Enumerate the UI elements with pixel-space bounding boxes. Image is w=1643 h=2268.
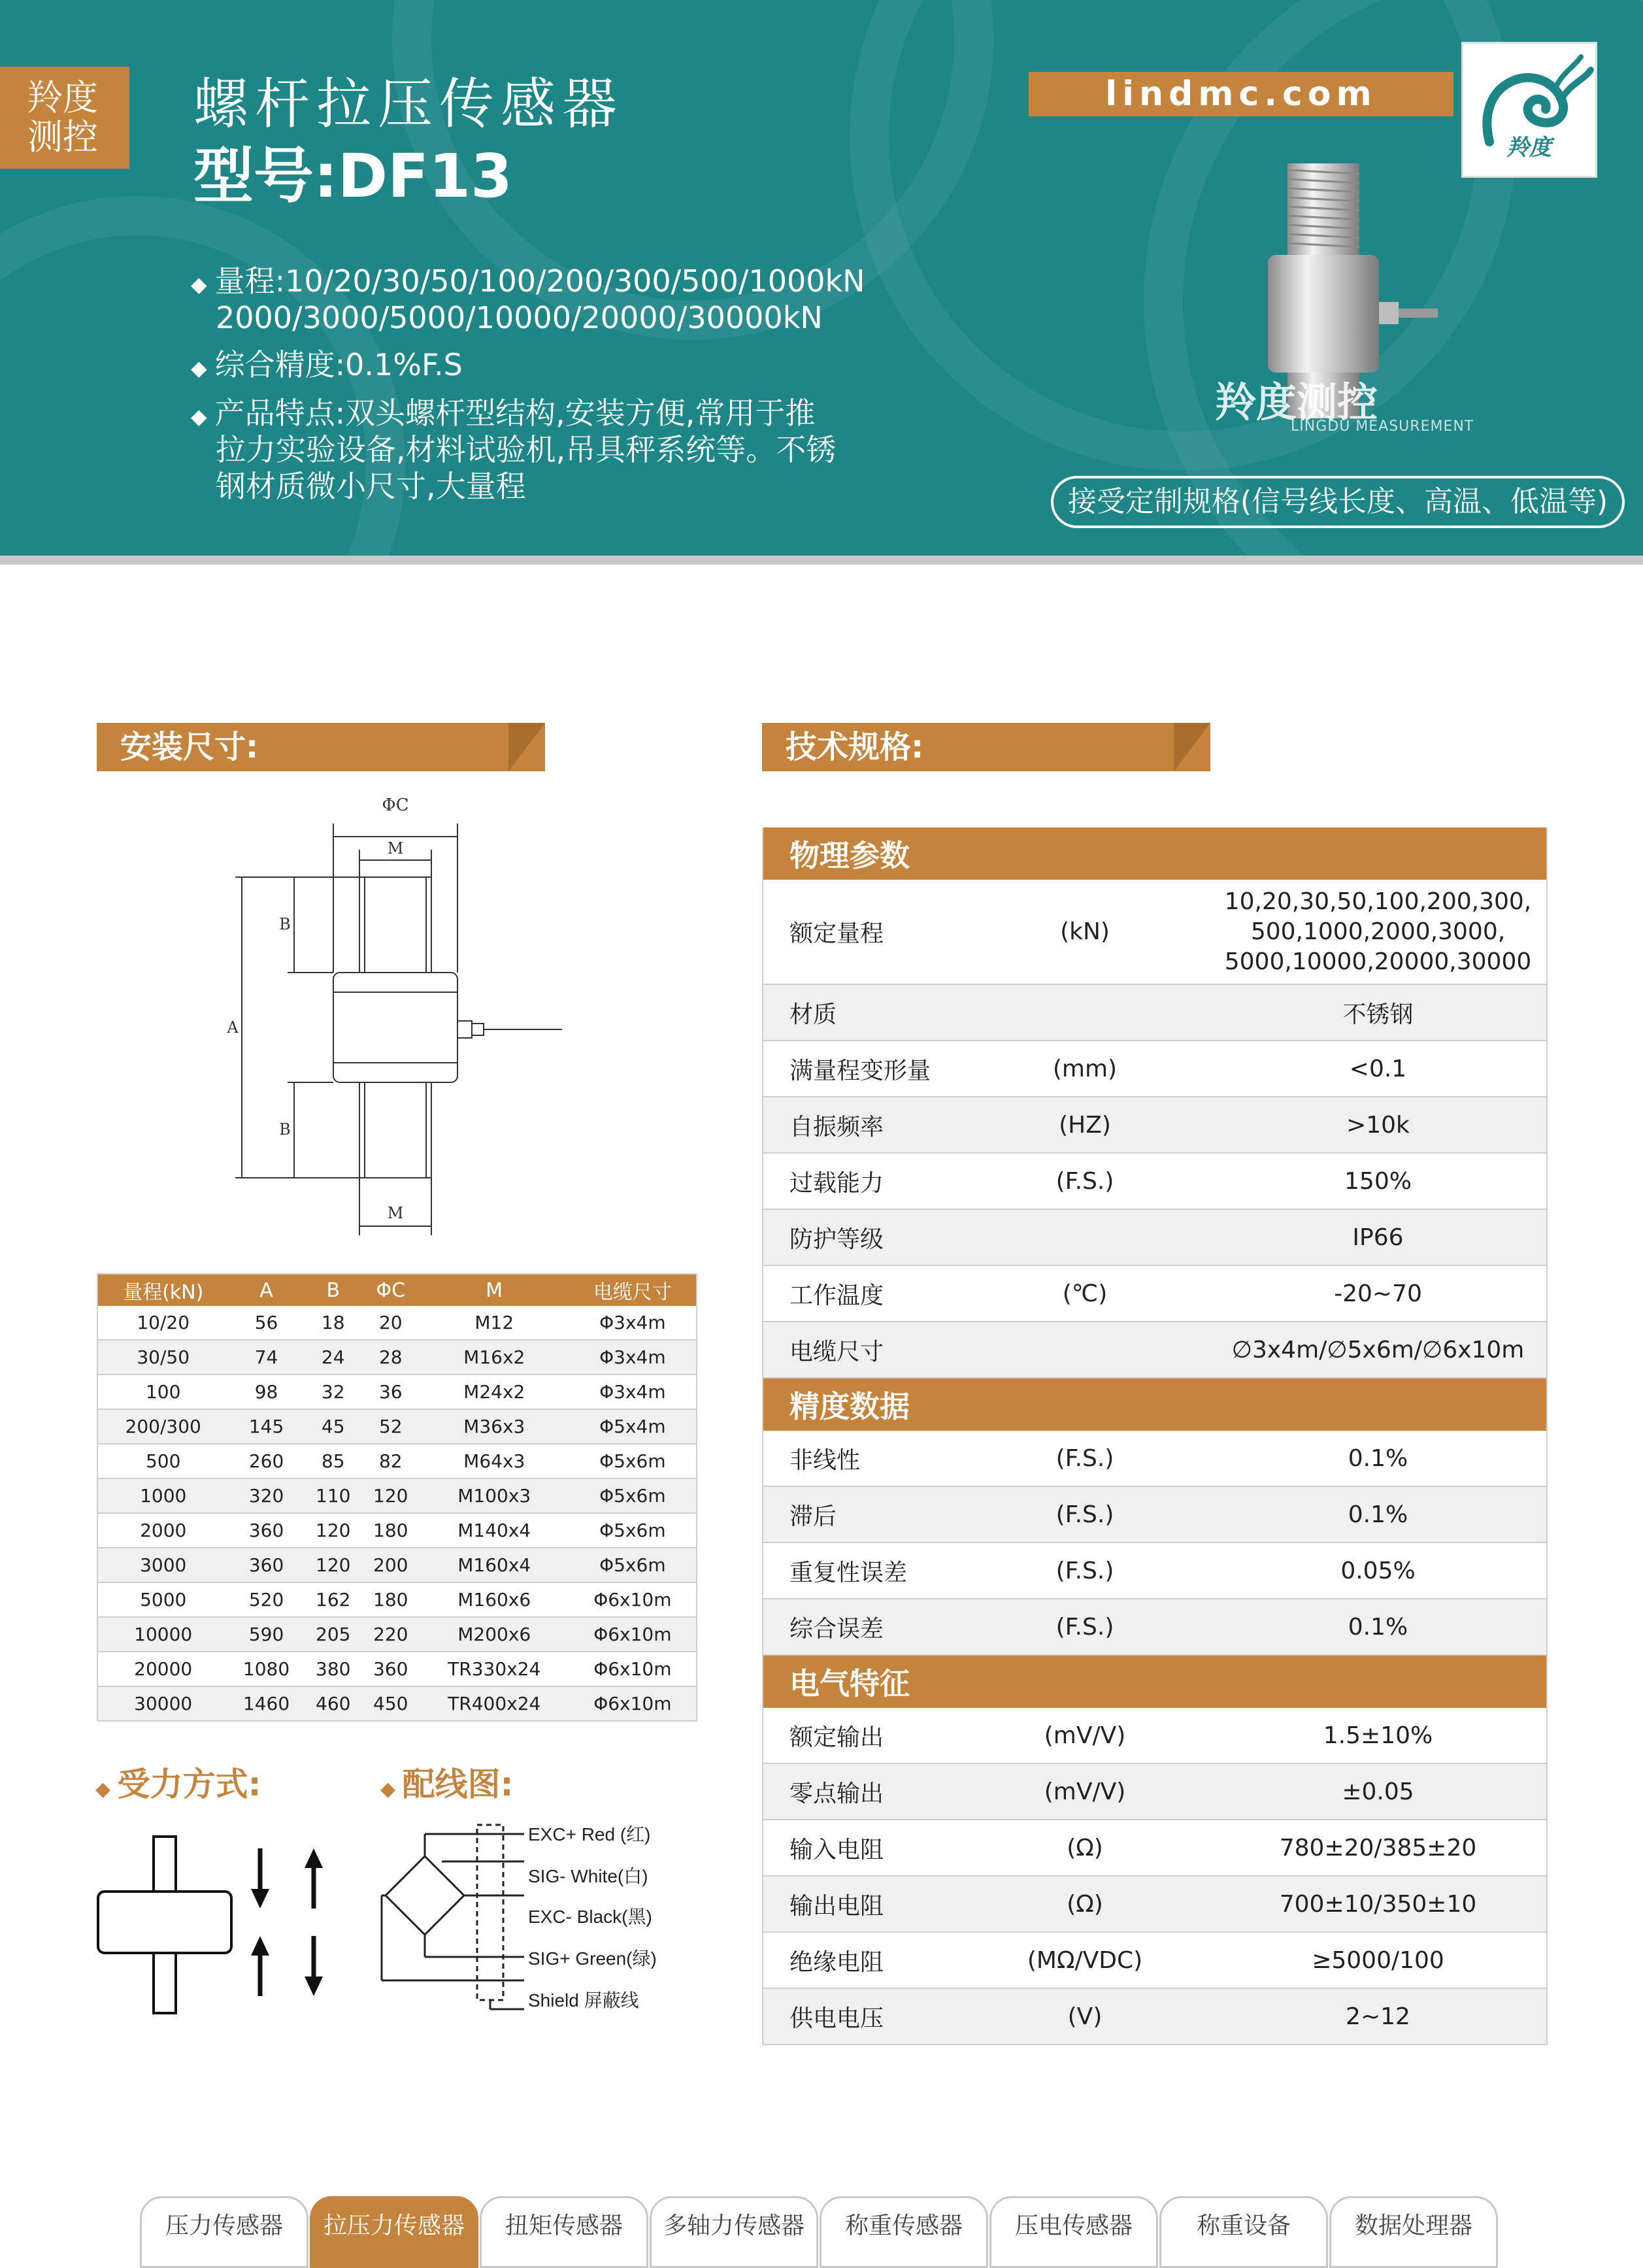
force-method-diagram (91, 1830, 346, 2020)
table-cell: 20000 (97, 1652, 228, 1686)
spec-unit: (mV/V) (960, 1708, 1210, 1763)
brand-watermark-sub: LINGDU MEASUREMENT (1291, 418, 1474, 435)
table-cell: 30/50 (97, 1340, 228, 1375)
table-row (97, 1582, 697, 1617)
wire-exc-plus: EXC+ Red (红) (528, 1824, 651, 1844)
spec-row (763, 1041, 1547, 1097)
table-cell: M140x4 (420, 1513, 569, 1548)
table-row (97, 1409, 697, 1444)
table-cell: 110 (305, 1478, 362, 1513)
label-b-bottom: B (279, 1120, 291, 1139)
table-cell: 1460 (228, 1686, 304, 1721)
spec-value: ≥5000/100 (1210, 1932, 1547, 1988)
spec-unit (960, 1322, 1210, 1378)
spec-value: 10,20,30,50,100,200,300, 500,1000,2000,3000, 5000,10000,20000,30000 (1210, 880, 1547, 984)
label-a: A (227, 1018, 239, 1037)
spec-row (763, 1988, 1547, 2044)
table-cell: 98 (228, 1375, 304, 1409)
spec-unit: (F.S.) (960, 1431, 1210, 1486)
nav-tab[interactable]: 压电传感器 (989, 2196, 1158, 2268)
table-row (97, 1686, 697, 1721)
table-cell: Φ5x6m (569, 1513, 697, 1548)
table-cell: 1080 (228, 1652, 304, 1686)
dimension-drawing (196, 784, 601, 1242)
spec-value: 不锈钢 (1210, 984, 1547, 1041)
spec-row (763, 1097, 1547, 1153)
table-cell: 200 (362, 1548, 420, 1582)
table-cell: 36 (362, 1375, 420, 1409)
tech-heading: 技术规格: (762, 723, 1210, 771)
table-cell: 205 (305, 1617, 362, 1652)
spec-group-header (763, 1378, 1547, 1431)
table-cell: 360 (362, 1652, 420, 1686)
spec-unit: (MΩ/VDC) (960, 1932, 1210, 1988)
spec-unit: (F.S.) (960, 1543, 1210, 1599)
table-cell: TR330x24 (420, 1652, 569, 1686)
table-cell: 45 (305, 1409, 362, 1444)
table-cell: 1000 (97, 1478, 228, 1513)
spec-range-cont: 2000/3000/5000/10000/20000/30000kN (216, 300, 823, 335)
table-row (97, 1306, 697, 1340)
table-cell: Φ6x10m (569, 1582, 697, 1617)
dimension-table (97, 1273, 697, 1722)
table-cell: 162 (305, 1582, 362, 1617)
column-header: B (305, 1274, 362, 1306)
spec-row (763, 1486, 1547, 1543)
spec-row (763, 1431, 1547, 1486)
brand-badge (0, 67, 129, 169)
wire-exc-minus: EXC- Black(黑) (528, 1907, 652, 1927)
spec-name: 绝缘电阻 (763, 1932, 960, 1988)
table-cell: 500 (97, 1444, 228, 1478)
spec-unit: (kN) (960, 880, 1210, 984)
spec-value: 1.5±10% (1210, 1708, 1547, 1763)
table-row (97, 1444, 697, 1478)
table-cell: 590 (228, 1617, 304, 1652)
table-cell: 18 (305, 1306, 362, 1340)
spec-unit: (HZ) (960, 1097, 1210, 1153)
nav-tab[interactable]: 多轴力传感器 (650, 2196, 818, 2268)
table-row (97, 1652, 697, 1686)
spec-name: 非线性 (763, 1431, 960, 1486)
spec-name: 滞后 (763, 1486, 960, 1543)
spec-name: 额定量程 (763, 880, 960, 984)
spec-unit: (℃) (960, 1265, 1210, 1322)
custom-spec-note: 接受定制规格(信号线长度、高温、低温等) (1051, 476, 1625, 528)
table-cell: 74 (228, 1340, 304, 1375)
column-header: M (420, 1274, 569, 1306)
spec-value: 780±20/385±20 (1210, 1820, 1547, 1876)
spec-table (762, 827, 1548, 2045)
bullet-icon: ◆ (191, 404, 207, 429)
spec-group-title: 精度数据 (763, 1378, 1547, 1431)
table-cell: Φ6x10m (569, 1686, 697, 1721)
table-cell: 3000 (97, 1548, 228, 1582)
table-cell: Φ5x4m (569, 1409, 697, 1444)
table-cell: 10000 (97, 1617, 228, 1652)
bullet-icon: ◆ (191, 356, 207, 380)
table-cell: M36x3 (420, 1409, 569, 1444)
table-cell: 5000 (97, 1582, 228, 1617)
spec-name: 额定输出 (763, 1708, 960, 1763)
table-cell: Φ5x6m (569, 1444, 697, 1478)
spec-row (763, 1265, 1547, 1322)
table-row (97, 1375, 697, 1409)
model-title: 型号:DF13 (193, 141, 513, 211)
spec-features-cont-2: 钢材质微小尺寸,大量程 (216, 469, 526, 504)
wire-sig-minus: SIG- White(白) (528, 1866, 648, 1886)
spec-name: 输出电阻 (763, 1876, 960, 1932)
table-cell: M200x6 (420, 1617, 569, 1652)
nav-tab[interactable]: 压力传感器 (140, 2196, 308, 2268)
spec-unit: (mm) (960, 1041, 1210, 1097)
dimension-table-header (97, 1274, 697, 1306)
install-heading: 安装尺寸: (97, 723, 545, 771)
bullet-icon: ◆ (191, 272, 207, 297)
spec-name: 零点输出 (763, 1763, 960, 1820)
spec-row (763, 1876, 1547, 1932)
spec-value: <0.1 (1210, 1041, 1547, 1097)
table-cell: M12 (420, 1306, 569, 1340)
table-cell: M24x2 (420, 1375, 569, 1409)
header-divider (0, 556, 1643, 565)
spec-range: ◆ 量程:10/20/30/50/100/200/300/500/1000kN (191, 263, 865, 299)
table-cell: 360 (228, 1513, 304, 1548)
spec-row (763, 984, 1547, 1041)
spec-value: 0.1% (1210, 1431, 1547, 1486)
table-cell: 200/300 (97, 1409, 228, 1444)
spec-unit: (Ω) (960, 1876, 1210, 1932)
nav-tab[interactable]: 拉压力传感器 (310, 2196, 478, 2268)
spec-features: ◆ 产品特点:双头螺杆型结构,安装方便,常用于推 (191, 395, 816, 431)
spec-row (763, 1763, 1547, 1820)
table-cell: 145 (228, 1409, 304, 1444)
table-row (97, 1340, 697, 1375)
spec-value: >10k (1210, 1097, 1547, 1153)
nav-tab[interactable]: 扭矩传感器 (480, 2196, 648, 2268)
spec-value: 150% (1210, 1153, 1547, 1209)
nav-tab[interactable]: 称重传感器 (820, 2196, 988, 2268)
spec-group-header (763, 827, 1547, 880)
table-row (97, 1548, 697, 1582)
spec-name: 重复性误差 (763, 1543, 960, 1599)
table-cell: M16x2 (420, 1340, 569, 1375)
table-cell: M64x3 (420, 1444, 569, 1478)
table-cell: 10/20 (97, 1306, 228, 1340)
table-cell: M160x6 (420, 1582, 569, 1617)
nav-tab[interactable]: 称重设备 (1159, 2196, 1328, 2268)
table-cell: 85 (305, 1444, 362, 1478)
spec-features-cont-1: 拉力实验设备,材料试验机,吊具秤系统等。不锈 (216, 432, 837, 467)
spec-unit: (F.S.) (960, 1486, 1210, 1543)
website-link[interactable]: lindmc.com (1105, 75, 1377, 114)
table-cell: 520 (228, 1582, 304, 1617)
table-cell: TR400x24 (420, 1686, 569, 1721)
table-cell: 220 (362, 1617, 420, 1652)
table-cell: Φ3x4m (569, 1306, 697, 1340)
spec-unit: (F.S.) (960, 1153, 1210, 1209)
wire-sig-plus: SIG+ Green(绿) (528, 1948, 657, 1969)
table-cell: Φ5x6m (569, 1478, 697, 1513)
table-cell: 120 (305, 1548, 362, 1582)
brand-watermark: 羚度测控 (1216, 378, 1378, 426)
table-cell: 30000 (97, 1686, 228, 1721)
label-m-top: M (387, 839, 404, 858)
spec-value: 0.05% (1210, 1543, 1547, 1599)
spec-row (763, 1153, 1547, 1209)
wire-shield: Shield 屏蔽线 (528, 1990, 639, 2010)
spec-name: 满量程变形量 (763, 1041, 960, 1097)
spec-name: 防护等级 (763, 1209, 960, 1265)
spec-unit: (V) (960, 1988, 1210, 2044)
spec-row (763, 1322, 1547, 1378)
logo-caption: 羚度 (1507, 135, 1552, 161)
column-header: ΦC (362, 1274, 420, 1306)
spec-row (763, 1820, 1547, 1876)
table-cell: 100 (97, 1375, 228, 1409)
spec-unit (960, 984, 1210, 1041)
spec-row (763, 1932, 1547, 1988)
wiring-diagram (379, 1817, 680, 2013)
bullet-icon: ◆ (380, 1778, 403, 1801)
table-cell: 320 (228, 1478, 304, 1513)
table-row (97, 1478, 697, 1513)
spec-name: 过载能力 (763, 1153, 960, 1209)
spec-value: ±0.05 (1210, 1763, 1547, 1820)
table-cell: Φ3x4m (569, 1375, 697, 1409)
table-cell: Φ3x4m (569, 1340, 697, 1375)
table-cell: 20 (362, 1306, 420, 1340)
spec-name: 输入电阻 (763, 1820, 960, 1876)
table-cell: 2000 (97, 1513, 228, 1548)
product-title: 螺杆拉压传感器 (193, 72, 624, 136)
table-cell: 52 (362, 1409, 420, 1444)
brand-line-1: 羚度 (27, 77, 98, 118)
table-cell: 180 (362, 1513, 420, 1548)
column-header: 量程(kN) (97, 1274, 228, 1306)
table-cell: 120 (305, 1513, 362, 1548)
label-b-top: B (279, 915, 291, 933)
bullet-icon: ◆ (95, 1778, 118, 1801)
table-cell: Φ6x10m (569, 1617, 697, 1652)
table-cell: 460 (305, 1686, 362, 1721)
label-c: ΦC (382, 795, 409, 815)
spec-unit: (Ω) (960, 1820, 1210, 1876)
brand-line-2: 测控 (27, 116, 98, 158)
table-cell: 82 (362, 1444, 420, 1478)
table-cell: M100x3 (420, 1478, 569, 1513)
table-cell: Φ6x10m (569, 1652, 697, 1686)
heading-fold-icon (508, 723, 548, 771)
spec-group-header (763, 1655, 1547, 1708)
nav-tab[interactable]: 数据处理器 (1329, 2196, 1498, 2268)
spec-value: 0.1% (1210, 1486, 1547, 1543)
force-heading: ◆ 受力方式: (95, 1765, 261, 1803)
spec-value: 700±10/350±10 (1210, 1876, 1547, 1932)
table-cell: 32 (305, 1375, 362, 1409)
wiring-heading: ◆ 配线图: (380, 1765, 514, 1803)
spec-value: IP66 (1210, 1209, 1547, 1265)
spec-unit: (F.S.) (960, 1599, 1210, 1655)
spec-row (763, 880, 1547, 984)
table-row (97, 1617, 697, 1652)
spec-group-title: 物理参数 (763, 827, 1547, 880)
spec-value: ∅3x4m/∅5x6m/∅6x10m (1210, 1322, 1547, 1378)
spec-unit: (mV/V) (960, 1763, 1210, 1820)
table-cell: 24 (305, 1340, 362, 1375)
spec-name: 综合误差 (763, 1599, 960, 1655)
table-cell: 56 (228, 1306, 304, 1340)
table-cell: 28 (362, 1340, 420, 1375)
spec-accuracy: ◆ 综合精度:0.1%F.S (191, 347, 463, 382)
spec-name: 自振频率 (763, 1097, 960, 1153)
spec-name: 供电电压 (763, 1988, 960, 2044)
table-cell: 120 (362, 1478, 420, 1513)
spec-unit (960, 1209, 1210, 1265)
spec-value: -20~70 (1210, 1265, 1547, 1322)
spec-value: 2~12 (1210, 1988, 1547, 2044)
spec-group-title: 电气特征 (763, 1655, 1547, 1708)
spec-name: 工作温度 (763, 1265, 960, 1322)
table-row (97, 1513, 697, 1548)
column-header: A (228, 1274, 304, 1306)
spec-name: 电缆尺寸 (763, 1322, 960, 1378)
table-cell: M160x4 (420, 1548, 569, 1582)
table-cell: Φ5x6m (569, 1548, 697, 1582)
table-cell: 260 (228, 1444, 304, 1478)
spec-row (763, 1543, 1547, 1599)
table-cell: 380 (305, 1652, 362, 1686)
spec-row (763, 1599, 1547, 1655)
table-cell: 450 (362, 1686, 420, 1721)
column-header: 电缆尺寸 (569, 1274, 697, 1306)
spec-row (763, 1209, 1547, 1265)
table-cell: 180 (362, 1582, 420, 1617)
dimension-table-body (97, 1306, 697, 1721)
heading-fold-icon (1174, 723, 1213, 771)
label-m-bottom: M (387, 1204, 404, 1222)
spec-row (763, 1708, 1547, 1763)
spec-name: 材质 (763, 984, 960, 1041)
spec-value: 0.1% (1210, 1599, 1547, 1655)
table-cell: 360 (228, 1548, 304, 1582)
